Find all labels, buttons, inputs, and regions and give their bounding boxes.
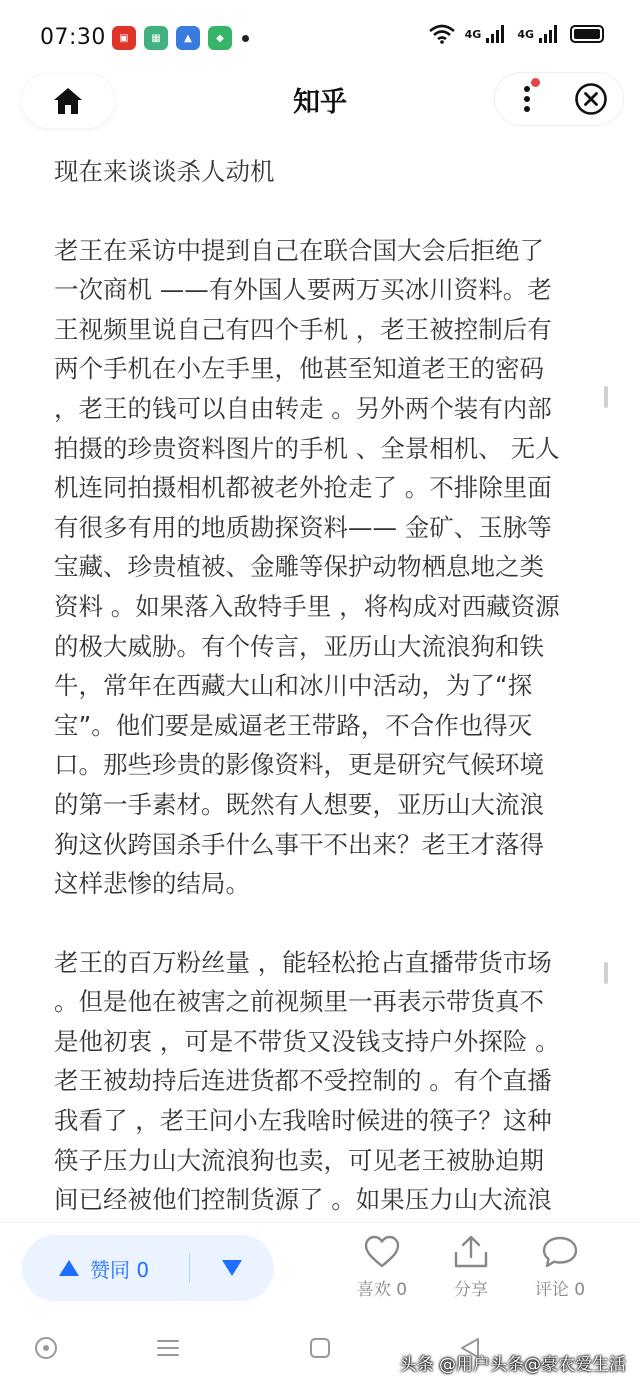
- square-home-icon: [308, 1336, 332, 1360]
- wifi-icon: [429, 24, 455, 44]
- menu-icon: [156, 1336, 180, 1360]
- circle-dot-icon: [34, 1336, 58, 1360]
- signal-icon: [485, 24, 507, 44]
- comment-label: 评论 0: [534, 1280, 586, 1300]
- upvote-button[interactable]: [22, 1235, 189, 1301]
- notification-icons: [112, 26, 249, 50]
- more-button[interactable]: [495, 72, 559, 126]
- heart-icon: [363, 1235, 401, 1269]
- comment-button[interactable]: [525, 1235, 595, 1300]
- article-paragraph: 老王在采访中提到自己在联合国大会后拒绝了 一次商机 ——有外国人要两万买冰川资料。老 王视频里说自己有四个手机 ，老王被控制后有 两个手机在小左手里，他甚至知道老王的密码 ，老王的钱可以自由转走 。另外两个装有内部 拍摄的珍贵资料图片的手机 、全景相机、 无人 机连同拍摄相机都被老外抢走了 。不排除里面 有很多有用的地质勘探资料—— 金矿、玉脉等 宝藏、珍贵植被、金雕等保护动物栖息地之类 资料 。如果落入敌特手里 ，将构成对西藏资源 的极大威胁。有个传言，亚历山大流浪狗和铁 牛，常年在西藏大山和冰川中活动，为了“探 宝”。他们要是威逼老王带路，不合作也得灭 口。那些珍贵的影像资料，更是研究气候环境 的第一手素材。既然有人想要，亚历山大流浪 狗这伙跨国杀手什么事干不出来？老王才落得 这样悲惨的结局。: [54, 235, 560, 899]
- vote-group: [22, 1235, 274, 1301]
- article-paragraph: 现在来谈谈杀人动机: [54, 157, 275, 186]
- article-action-bar: [0, 1222, 640, 1322]
- status-bar: [0, 0, 640, 74]
- scroll-indicator: [604, 962, 608, 984]
- mini-program-capsule: [494, 72, 624, 126]
- scroll-indicator: [604, 386, 608, 408]
- network-type-label: 4G: [517, 27, 534, 41]
- article-paragraph: 老王的百万粉丝量 ，能轻松抢占直播带货市场 。但是他在被害之前视频里一再表示带货真不 是他初衷 ，可是不带货又没钱支持户外探险 。 老王被劫持后连进货都不受控制的 。有个直播 我看了 ，老王问小左我啥时候进的筷子？这种 筷子压力山大流浪狗也卖，可见老王被胁迫期 间已经被他们控制货源了 。如果压力山大流浪: [54, 947, 560, 1215]
- shield-app-icon: ◆: [208, 26, 232, 50]
- triangle-up-icon: [58, 1259, 80, 1277]
- upvote-label: 赞同 0: [90, 1257, 150, 1282]
- battery-icon: [570, 25, 604, 43]
- home-nav-button[interactable]: [308, 1336, 332, 1364]
- more-notifications-dot: [242, 35, 249, 42]
- downvote-button[interactable]: [190, 1235, 274, 1301]
- comment-icon: [541, 1235, 579, 1269]
- app-notification-icon: ▦: [144, 26, 168, 50]
- close-button[interactable]: [559, 72, 623, 126]
- triangle-down-icon: [221, 1259, 243, 1277]
- close-circle-icon: [574, 82, 608, 116]
- assistant-button[interactable]: [34, 1336, 58, 1364]
- system-icons: [429, 24, 604, 44]
- app-header: [0, 70, 640, 130]
- like-label: 喜欢 0: [356, 1280, 408, 1300]
- notification-dot: [531, 78, 540, 87]
- page-title: 知乎: [293, 87, 347, 118]
- system-navigation-bar: [0, 1322, 640, 1387]
- menu-button[interactable]: [156, 1336, 180, 1364]
- article-body: [54, 152, 594, 1259]
- share-icon: [452, 1235, 490, 1269]
- status-time: 07:30: [40, 25, 106, 50]
- like-button[interactable]: [347, 1235, 417, 1300]
- more-vertical-icon: [523, 85, 531, 113]
- share-button[interactable]: [436, 1235, 506, 1300]
- share-label: 分享: [454, 1280, 488, 1300]
- watermark: 头条 @用户头条@豪农爱生活: [399, 1355, 626, 1375]
- network-type-label: 4G: [464, 27, 482, 41]
- app-notification-icon: ▣: [112, 26, 136, 50]
- signal-icon: [538, 24, 560, 44]
- app-notification-icon: ▲: [176, 26, 200, 50]
